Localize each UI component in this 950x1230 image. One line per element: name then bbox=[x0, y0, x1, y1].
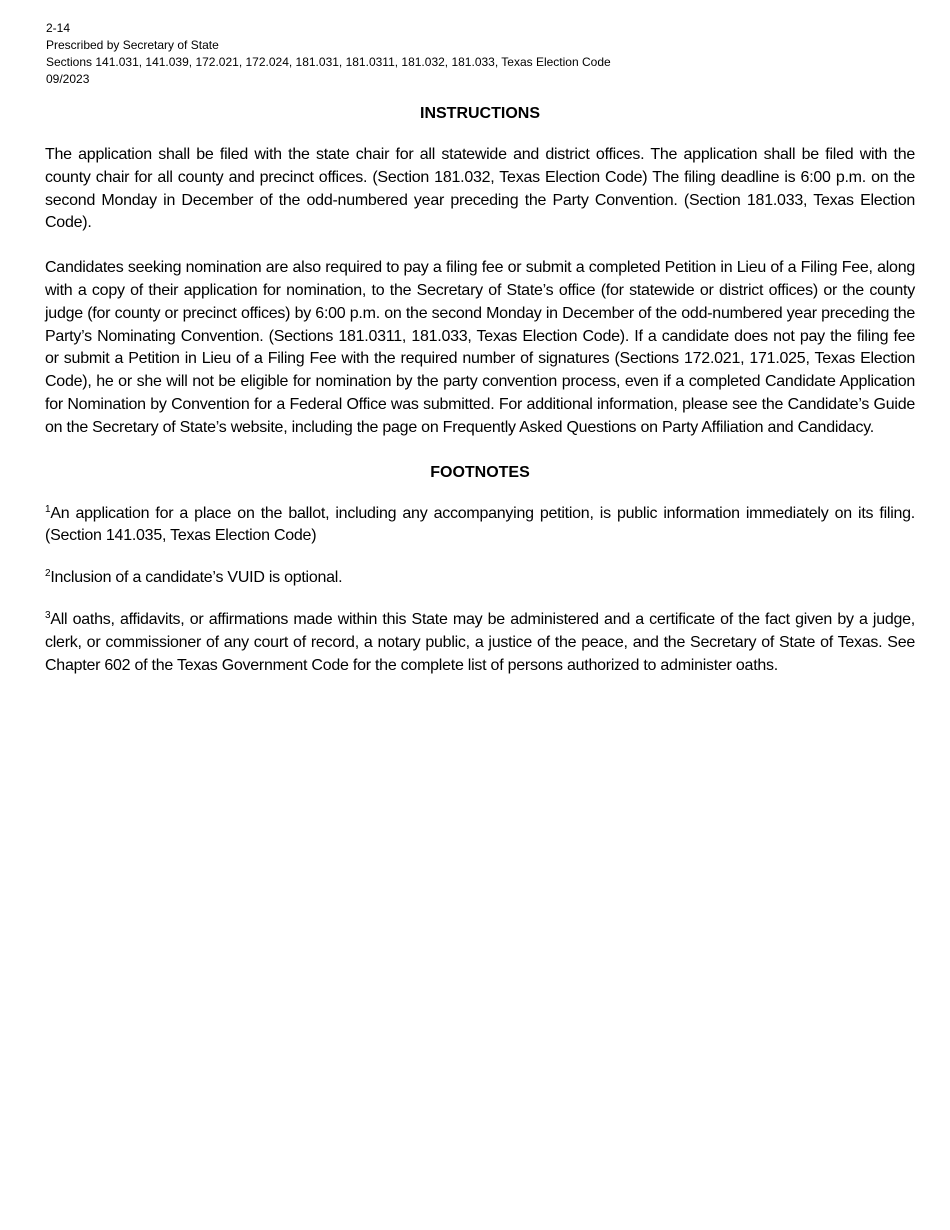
footnote-item bbox=[45, 609, 915, 677]
footnote-item bbox=[45, 567, 915, 590]
form-number: 2-14 bbox=[46, 21, 71, 35]
footnote-text: An application for a place on the ballot, including any accompanying petition, is public information immediately on its filing. (Section 141.035, Texas Election Code) bbox=[45, 504, 915, 545]
statute-sections: Sections 141.031, 141.039, 172.021, 172.024, 181.031, 181.0311, 181.032, 181.033, Texas Election Code bbox=[46, 55, 611, 69]
prescribed-by: Prescribed by Secretary of State bbox=[46, 38, 219, 52]
instructions-paragraph: Candidates seeking nomination are also required to pay a filing fee or submit a completed Petition in Lieu of a Filing Fee, along with a copy of their application for nomination, to the Secretary of State’s office (for statewide or district offices) or the county judge (for county or precinct offices) by 6:00 p.m. on the second Monday in December of the odd-numbered year preceding the Party’s Nominating Convention. (Sections 181.0311, 181.033, Texas Election Code). If a candidate does not pay the filing fee or submit a Petition in Lieu of a Filing Fee with the required number of signatures (Sections 172.021, 171.025, Texas Election Code), he or she will not be eligible for nomination by the party convention process, even if a completed Candidate Application for Nomination by Convention for a Federal Office was submitted. For additional information, please see the Candidate’s Guide on the Secretary of State’s website, including the page on Frequently Asked Questions on Party Affiliation and Candidacy. bbox=[45, 259, 915, 436]
document-page bbox=[45, 20, 915, 696]
footnote-text: Inclusion of a candidate’s VUID is optional. bbox=[50, 569, 343, 587]
footnotes-heading: FOOTNOTES bbox=[430, 463, 530, 481]
instructions-heading: INSTRUCTIONS bbox=[420, 105, 540, 122]
footnote-marker: 3 bbox=[45, 609, 51, 621]
footnote-marker: 2 bbox=[45, 568, 51, 580]
instructions-paragraph: The application shall be filed with the state chair for all statewide and district offices. The application shall be filed with the county chair for all county and precinct offices. (Section 181.032, Texas Election Code) The filing deadline is 6:00 p.m. on the second Monday in December of the odd-numbered year preceding the Party Convention. (Section 181.033, Texas Election Code). bbox=[45, 146, 915, 232]
footnote-item bbox=[45, 503, 915, 549]
form-header bbox=[46, 20, 915, 88]
footnote-marker: 1 bbox=[45, 503, 51, 515]
footnote-text: All oaths, affidavits, or affirmations made within this State may be administered and a certificate of the fact given by a judge, clerk, or commissioner of any court of record, a notary public, a justice of the peace, and the Secretary of State of Texas. See Chapter 602 of the Texas Government Code for the complete list of persons authorized to administer oaths. bbox=[45, 610, 915, 674]
form-date: 09/2023 bbox=[46, 72, 90, 86]
